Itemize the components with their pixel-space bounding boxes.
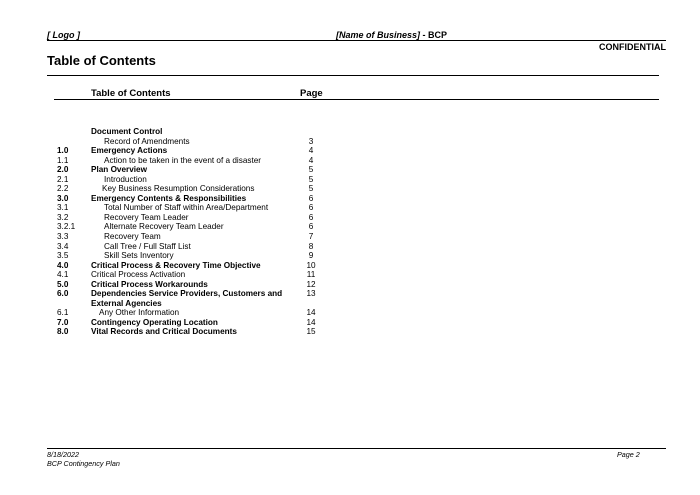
toc-entry-number: 3.2 xyxy=(57,212,69,222)
toc-entry-page: 5 xyxy=(308,174,314,184)
toc-entry-title: Call Tree / Full Staff List xyxy=(104,241,191,251)
toc-entry[interactable] xyxy=(55,156,345,166)
toc-entry[interactable] xyxy=(55,318,345,328)
toc-entry-page: 6 xyxy=(308,222,314,232)
toc-entry-title: Any Other Information xyxy=(99,308,180,318)
toc-entry-number: 3.1 xyxy=(57,203,69,213)
toc-entry-number: 1.1 xyxy=(57,155,69,165)
toc-entry[interactable] xyxy=(55,270,345,280)
toc-entry-number: 2.2 xyxy=(57,184,69,194)
toc-entry-page: 7 xyxy=(308,232,314,242)
toc-entry-page: 4 xyxy=(308,155,314,165)
toc-entry-title: Alternate Recovery Team Leader xyxy=(104,222,224,232)
toc-entry[interactable] xyxy=(55,127,345,137)
footer-plan-name: BCP Contingency Plan xyxy=(47,459,120,468)
toc-entry[interactable] xyxy=(55,308,345,318)
toc-entry[interactable] xyxy=(55,280,345,290)
toc-entry-page: 10 xyxy=(306,260,316,270)
toc-entry-title: Dependencies Service Providers, Customers and External Agencies xyxy=(91,289,283,308)
toc-entry-number: 2.0 xyxy=(57,165,69,175)
toc-entry-title: Plan Overview xyxy=(91,165,147,175)
toc-entry-page: 3 xyxy=(308,136,314,146)
toc-entry-title: Vital Records and Critical Documents xyxy=(91,327,237,337)
toc-entry[interactable] xyxy=(55,146,345,156)
toc-entry-page: 12 xyxy=(306,279,316,289)
toc-entry-number: 6.0 xyxy=(57,289,69,299)
toc-entry-number: 4.1 xyxy=(57,270,69,280)
toc-entry[interactable] xyxy=(55,242,345,252)
toc-entry-title: Emergency Contents & Responsibilities xyxy=(91,193,247,203)
toc-entry-page: 14 xyxy=(306,317,316,327)
toc-entry-number: 3.0 xyxy=(57,193,69,203)
footer-date: 8/18/2022 xyxy=(47,450,79,459)
toc-entry-number: 3.3 xyxy=(57,232,69,242)
toc-entry-page: 5 xyxy=(308,165,314,175)
toc-entry[interactable] xyxy=(55,165,345,175)
toc-entry-number: 6.1 xyxy=(57,308,69,318)
title-rule xyxy=(47,75,659,76)
toc-entry-page: 5 xyxy=(308,184,314,194)
toc-entry-page: 9 xyxy=(308,251,314,261)
header-rule xyxy=(47,40,666,41)
toc-entry-title: Recovery Team xyxy=(104,232,161,242)
toc-entry[interactable] xyxy=(55,194,345,204)
toc-entry-title: Skill Sets Inventory xyxy=(104,251,174,261)
toc-entry-title: Contingency Operating Location xyxy=(91,317,218,327)
toc-entry-page: 8 xyxy=(308,241,314,251)
toc-entry-title: Critical Process Activation xyxy=(91,270,186,280)
toc-entry-page: 6 xyxy=(308,193,314,203)
toc-entry-title: Record of Amendments xyxy=(104,136,190,146)
document-header xyxy=(336,30,447,40)
toc-entry-page: 6 xyxy=(308,212,314,222)
table-of-contents xyxy=(55,127,345,337)
toc-entry-number: 5.0 xyxy=(57,279,69,289)
toc-entry-number: 1.0 xyxy=(57,146,69,156)
toc-entry[interactable] xyxy=(55,222,345,232)
toc-entry-page: 6 xyxy=(308,203,314,213)
toc-entry-number: 3.5 xyxy=(57,251,69,261)
toc-entry[interactable] xyxy=(55,251,345,261)
toc-entry-title: Total Number of Staff within Area/Department xyxy=(104,203,269,213)
toc-entry-page: 13 xyxy=(306,289,316,299)
toc-entry-page: 4 xyxy=(308,146,314,156)
header-suffix: - BCP xyxy=(420,30,448,40)
toc-entry-title: Action to be taken in the event of a disaster xyxy=(104,155,262,165)
toc-entry-page: 15 xyxy=(306,327,316,337)
toc-entry-number: 4.0 xyxy=(57,260,69,270)
confidential-label: CONFIDENTIAL xyxy=(599,42,666,52)
toc-entry[interactable] xyxy=(55,203,345,213)
footer-page-number: Page 2 xyxy=(617,450,640,459)
toc-column-header-title: Table of Contents xyxy=(91,88,171,99)
logo-placeholder: [ Logo ] xyxy=(47,30,80,40)
toc-entry-page: 11 xyxy=(306,270,316,280)
toc-entry[interactable] xyxy=(55,289,345,308)
toc-entry-number: 8.0 xyxy=(57,327,69,337)
toc-entry-number: 2.1 xyxy=(57,174,69,184)
toc-entry[interactable] xyxy=(55,184,345,194)
toc-entry-number: 3.4 xyxy=(57,241,69,251)
toc-header-rule xyxy=(54,99,659,100)
toc-entry-page: 14 xyxy=(306,308,316,318)
toc-entry-title: Key Business Resumption Considerations xyxy=(102,184,255,194)
footer-rule xyxy=(47,448,666,449)
toc-entry[interactable] xyxy=(55,261,345,271)
toc-entry[interactable] xyxy=(55,175,345,185)
toc-entry-title: Introduction xyxy=(104,174,147,184)
toc-entry-title: Document Control xyxy=(91,127,163,136)
toc-entry[interactable] xyxy=(55,213,345,223)
toc-entry-number: 3.2.1 xyxy=(57,222,76,232)
toc-entry-title: Critical Process Workarounds xyxy=(91,279,208,289)
toc-entry[interactable] xyxy=(55,137,345,147)
toc-entry-title: Critical Process & Recovery Time Objective xyxy=(91,260,261,270)
toc-entry[interactable] xyxy=(55,232,345,242)
business-name: [Name of Business] xyxy=(336,30,421,40)
toc-entry[interactable] xyxy=(55,327,345,337)
page-title: Table of Contents xyxy=(47,53,156,68)
toc-entry-number: 7.0 xyxy=(57,317,69,327)
toc-column-header-page: Page xyxy=(300,88,323,99)
toc-entry-title: Emergency Actions xyxy=(91,146,168,156)
toc-entry-title: Recovery Team Leader xyxy=(104,212,189,222)
